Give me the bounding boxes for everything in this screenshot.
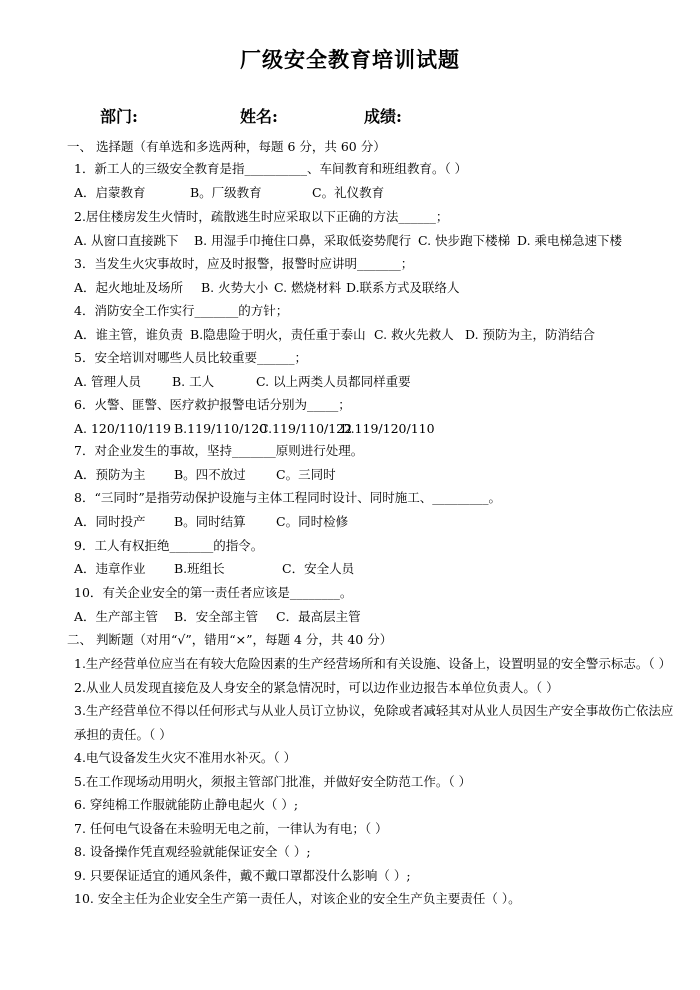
question-3: 3．当发生火灾事故时，应及时报警，报警时应讲明_______； <box>74 256 414 271</box>
option: A．违章作业 <box>74 561 146 576</box>
option: A．谁主管，谁负责 <box>74 327 184 342</box>
option: A．预防为主 <box>74 467 146 482</box>
option: B．安全部主管 <box>174 609 259 624</box>
question-6: 6．火警、匪警、医疗救护报警电话分别为_____； <box>74 397 351 412</box>
judge-line-3: 3.生产经营单位不得以任何形式与从业人员订立协议，免除或者减轻其对从业人员因生产安全事故伤亡依法应 <box>74 703 674 718</box>
option: A．生产部主管 <box>74 609 159 624</box>
option: B.119/110/120 <box>174 421 268 436</box>
judge-line-7: 7. 任何电气设备在未验明无电之前，一律认为有电；（ ） <box>74 821 388 836</box>
judge-line-8: 8. 设备操作凭直观经验就能保证安全（ ）; <box>74 844 311 859</box>
option: D.119/120/110 <box>341 421 435 436</box>
question-10: 10．有关企业安全的第一责任者应该是________。 <box>74 585 353 600</box>
header-fields <box>0 104 700 128</box>
judge-line-1: 1.生产经营单位应当在有较大危险因素的生产经营场所和有关设施、设备上，设置明显的安全警示标志。（ ） <box>74 656 672 671</box>
option: C。礼仪教育 <box>312 185 385 200</box>
option: C。同时检修 <box>276 514 349 529</box>
option: B。厂级教育 <box>190 185 262 200</box>
option: A. 从窗口直接跳下 <box>74 233 179 248</box>
option: A. 管理人员 <box>74 374 141 389</box>
option: A．启蒙教育 <box>74 185 146 200</box>
question-4: 4．消防安全工作实行_______的方针； <box>74 303 289 318</box>
option: B。同时结算 <box>174 514 246 529</box>
question-2: 2.居住楼房发生火情时，疏散逃生时应采取以下正确的方法______； <box>74 209 449 224</box>
option: B. 火势大小 <box>201 280 269 295</box>
question-5: 5．安全培训对哪些人员比较重要______； <box>74 350 307 365</box>
question-9: 9．工人有权拒绝_______的指令。 <box>74 538 264 553</box>
option: A．起火地址及场所 <box>74 280 184 295</box>
dept-label: 部门: <box>100 107 138 126</box>
judge-line-3b: 承担的责任。（ ） <box>74 727 172 742</box>
option: C。三同时 <box>276 467 336 482</box>
question-8: 8．“三同时”是指劳动保护设施与主体工程同时设计、同时施工、_________。 <box>74 490 501 505</box>
judge-line-5: 5.在工作现场动用明火，须报主管部门批准，并做好安全防范工作。（ ） <box>74 774 472 789</box>
judge-line-4: 4.电气设备发生火灾不准用水补灭。（ ） <box>74 750 297 765</box>
judge-line-6: 6. 穿纯棉工作服就能防止静电起火（ ）; <box>74 797 299 812</box>
option: C. 救火先救人 <box>374 327 454 342</box>
option: C．安全人员 <box>282 561 355 576</box>
name-label: 姓名: <box>240 107 278 126</box>
option: D. 预防为主，防消结合 <box>465 327 596 342</box>
question-1: 1．新工人的三级安全教育是指__________、车间教育和班组教育。（ ） <box>74 161 468 176</box>
judge-line-2: 2.从业人员发现直接危及人身安全的紧急情况时，可以边作业边报告本单位负责人。（ ） <box>74 680 559 695</box>
option: C. 快步跑下楼梯 <box>418 233 511 248</box>
section2-header: 二、 判断题（对用“√”，错用“×”，每题 4 分，共 40 分） <box>67 632 393 647</box>
option: B。四不放过 <box>174 467 246 482</box>
option: C. 以上两类人员都同样重要 <box>256 374 411 389</box>
page-title: 厂级安全教育培训试题 <box>240 47 460 72</box>
option: B.隐患险于明火，责任重于泰山 <box>190 327 366 342</box>
option: B. 工人 <box>172 374 215 389</box>
option: A．同时投产 <box>74 514 146 529</box>
option: B. 用湿手巾掩住口鼻，采取低姿势爬行 <box>194 233 412 248</box>
option: C.119/110/122 <box>259 421 353 436</box>
option: A. 120/110/119 <box>74 421 171 436</box>
option: C．最高层主管 <box>276 609 361 624</box>
option: B.班组长 <box>174 561 225 576</box>
question-7: 7．对企业发生的事故，坚持_______原则进行处理。 <box>74 443 364 458</box>
judge-line-9: 9. 只要保证适宜的通风条件，戴不戴口罩都没什么影响（ ）; <box>74 868 411 883</box>
section1-header: 一、 选择题（有单选和多选两种，每题 6 分，共 60 分） <box>67 139 386 154</box>
judge-line-10: 10. 安全主任为企业安全生产第一责任人，对该企业的安全生产负主要责任（ ）。 <box>74 891 521 906</box>
option: D. 乘电梯急速下楼 <box>517 233 623 248</box>
score-label: 成绩: <box>364 107 402 126</box>
option: C. 燃烧材料 <box>274 280 342 295</box>
option: D.联系方式及联络人 <box>346 280 460 295</box>
